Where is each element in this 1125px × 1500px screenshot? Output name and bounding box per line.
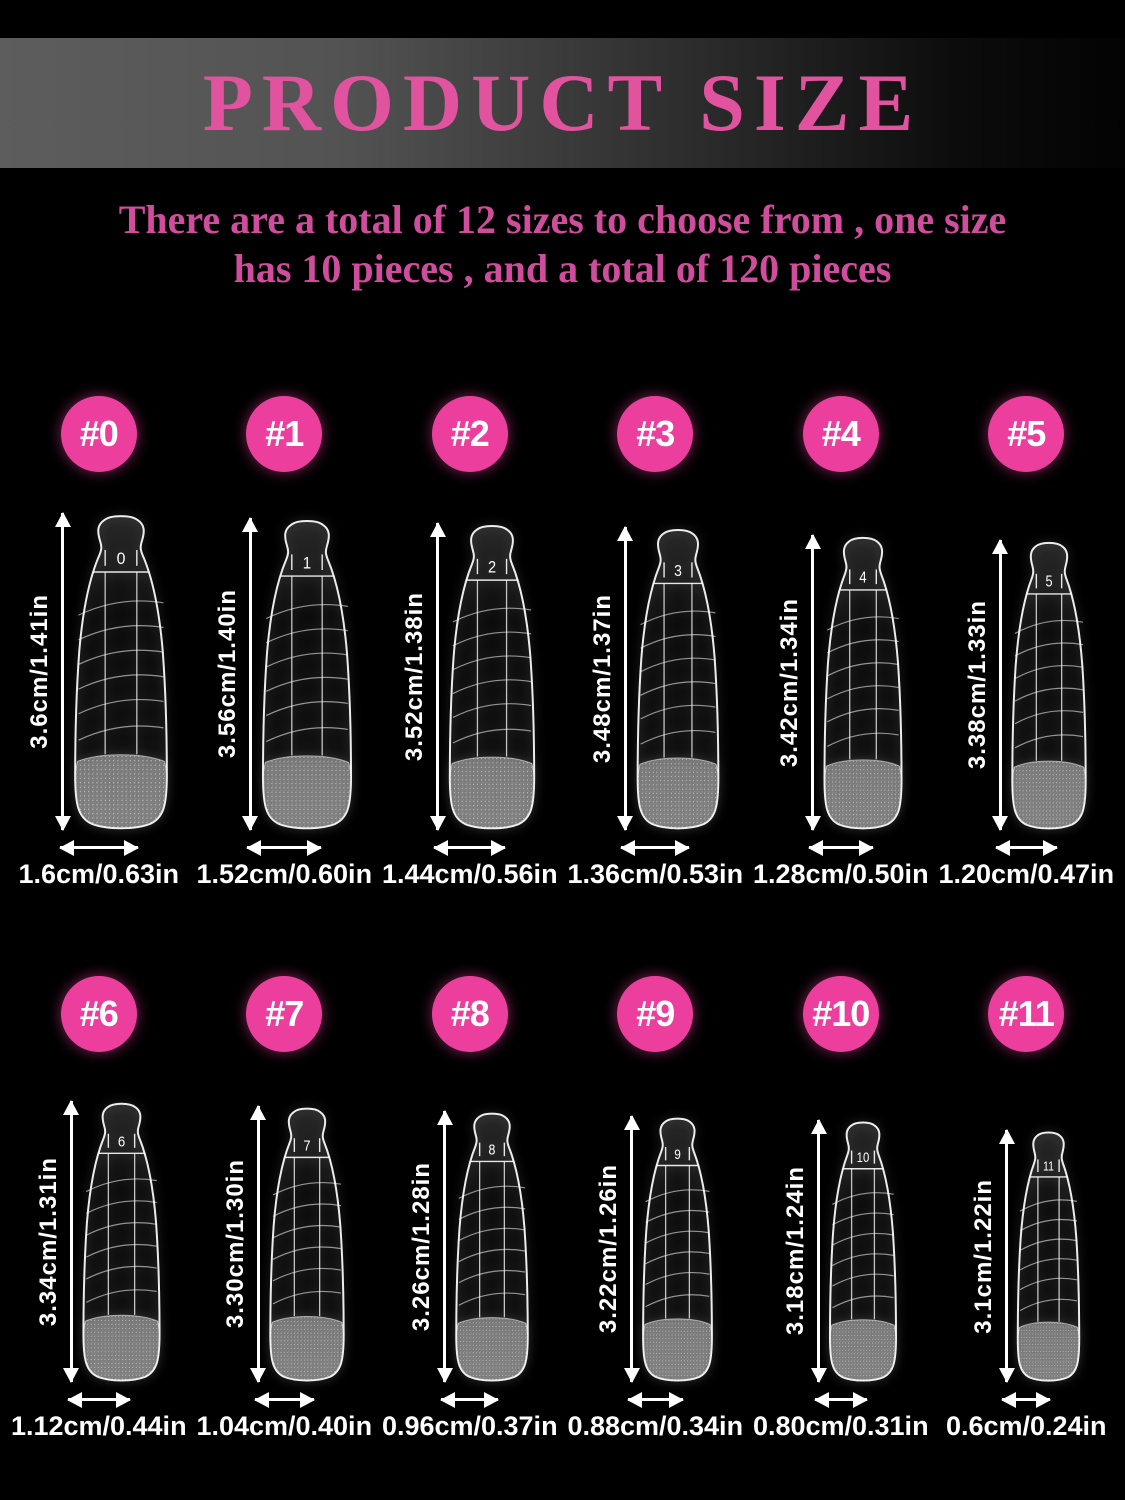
nail-figure — [222, 1096, 347, 1382]
width-label: 1.52cm/0.60in — [196, 859, 373, 889]
height-measure — [964, 540, 1002, 830]
width-label: 1.36cm/0.53in — [567, 859, 744, 889]
height-label: 3.6cm/1.41in — [26, 594, 54, 749]
nail-figure — [214, 508, 355, 830]
width-arrow — [628, 1398, 683, 1401]
nail-number: 9 — [674, 1145, 682, 1163]
size-badge-label: #8 — [450, 993, 489, 1034]
height-arrow — [811, 535, 814, 830]
size-badge-label: #11 — [998, 993, 1054, 1034]
nail-illustration — [446, 523, 538, 830]
height-label: 3.38cm/1.33in — [963, 600, 991, 770]
nail-illustration — [71, 513, 171, 830]
height-arrow — [630, 1116, 633, 1382]
width-label: 0.88cm/0.34in — [567, 1411, 744, 1441]
height-label: 3.30cm/1.30in — [221, 1159, 249, 1329]
width-arrow — [247, 846, 321, 849]
subtitle — [0, 196, 1125, 294]
size-badge-label: #3 — [636, 413, 675, 454]
header-band — [0, 38, 1125, 168]
nail-illustration — [821, 535, 905, 830]
subtitle-line-1: There are a total of 12 sizes to choose from , one size — [118, 197, 1007, 242]
height-arrow — [624, 527, 627, 830]
nail-illustration — [1009, 540, 1089, 830]
size-badge — [988, 976, 1064, 1052]
size-badge — [617, 976, 693, 1052]
width-label: 1.44cm/0.56in — [381, 859, 558, 889]
nail-number: 1 — [302, 554, 311, 573]
height-label: 3.48cm/1.37in — [588, 593, 616, 764]
size-badge — [246, 396, 322, 472]
size-cell-6 — [6, 976, 192, 1442]
width-label: 0.6cm/0.24in — [945, 1411, 1107, 1441]
nail-figure — [964, 508, 1089, 830]
height-arrow — [817, 1120, 820, 1382]
size-badge — [803, 396, 879, 472]
height-measure — [35, 1101, 73, 1382]
height-measure — [214, 518, 252, 830]
size-cell-11 — [934, 976, 1120, 1442]
height-arrow — [249, 518, 252, 830]
height-measure — [589, 527, 627, 830]
size-badge — [61, 976, 137, 1052]
nail-number: 2 — [488, 558, 497, 577]
size-badge-label: #0 — [79, 413, 118, 454]
nail-illustration — [259, 518, 355, 830]
height-measure — [970, 1130, 1008, 1382]
height-label: 3.22cm/1.26in — [595, 1164, 623, 1334]
size-cell-8 — [377, 976, 563, 1442]
size-badge-label: #1 — [265, 413, 304, 454]
width-arrow — [434, 846, 505, 849]
size-badge-label: #10 — [812, 993, 870, 1034]
size-badge-label: #6 — [79, 993, 118, 1034]
size-badge — [432, 976, 508, 1052]
height-measure — [26, 513, 64, 830]
subtitle-line-2: has 10 pieces , and a total of 120 pieces — [233, 245, 892, 291]
size-cell-4 — [748, 396, 934, 890]
size-cell-10 — [748, 976, 934, 1442]
size-badge — [617, 396, 693, 472]
height-label: 3.52cm/1.38in — [401, 591, 429, 762]
height-measure — [776, 535, 814, 830]
height-arrow — [61, 513, 64, 830]
size-badge-label: #2 — [450, 413, 489, 454]
height-label: 3.18cm/1.24in — [782, 1166, 810, 1336]
page-title: PRODUCT SIZE — [202, 57, 923, 148]
width-label: 1.20cm/0.47in — [938, 859, 1115, 889]
nail-illustration — [640, 1116, 715, 1382]
width-arrow — [996, 846, 1057, 849]
height-measure — [595, 1116, 633, 1382]
nail-figure — [35, 1096, 163, 1382]
height-label: 3.56cm/1.40in — [213, 589, 241, 759]
size-badge — [246, 976, 322, 1052]
size-badge — [988, 396, 1064, 472]
height-arrow — [1005, 1130, 1008, 1382]
nail-figure — [26, 508, 171, 830]
width-arrow — [809, 846, 873, 849]
nail-figure — [782, 1096, 899, 1382]
size-cell-0 — [6, 396, 192, 890]
size-badge-label: #9 — [636, 993, 675, 1034]
nail-figure — [589, 508, 722, 830]
height-arrow — [999, 540, 1002, 830]
size-badge-label: #4 — [821, 413, 860, 454]
size-cell-1 — [192, 396, 378, 890]
nail-number: 8 — [488, 1141, 496, 1158]
size-badge-label: #5 — [1007, 413, 1046, 454]
nail-number: 0 — [116, 549, 126, 569]
nail-figure — [776, 508, 905, 830]
nail-number: 4 — [859, 569, 867, 587]
size-cell-9 — [563, 976, 749, 1442]
height-measure — [222, 1106, 260, 1382]
size-grid-row-2 — [0, 976, 1125, 1442]
size-cell-5 — [934, 396, 1120, 890]
width-arrow — [68, 1398, 130, 1401]
height-arrow — [70, 1101, 73, 1382]
nail-figure — [970, 1096, 1082, 1382]
height-label: 3.26cm/1.28in — [408, 1161, 436, 1332]
size-cell-2 — [377, 396, 563, 890]
nail-figure — [401, 508, 538, 830]
nail-number: 11 — [1043, 1158, 1055, 1174]
nail-figure — [408, 1096, 531, 1382]
width-arrow — [255, 1398, 314, 1401]
width-label: 1.6cm/0.63in — [18, 859, 180, 889]
width-label: 0.80cm/0.31in — [752, 1411, 929, 1441]
height-arrow — [436, 523, 439, 830]
width-arrow — [815, 1398, 867, 1401]
nail-figure — [595, 1096, 715, 1382]
nail-illustration — [1015, 1130, 1082, 1382]
height-measure — [782, 1120, 820, 1382]
size-cell-3 — [563, 396, 749, 890]
nail-illustration — [827, 1120, 899, 1382]
width-arrow — [60, 846, 138, 849]
height-arrow — [257, 1106, 260, 1382]
width-label: 1.28cm/0.50in — [752, 859, 929, 889]
size-badge-label: #7 — [265, 993, 304, 1034]
size-grid-row-1 — [0, 396, 1125, 890]
nail-illustration — [453, 1111, 531, 1382]
nail-number: 10 — [856, 1150, 870, 1166]
nail-number: 6 — [117, 1132, 125, 1150]
height-label: 3.1cm/1.22in — [970, 1178, 998, 1334]
height-label: 3.34cm/1.31in — [34, 1156, 62, 1327]
width-label: 1.04cm/0.40in — [196, 1411, 373, 1441]
size-badge — [803, 976, 879, 1052]
width-arrow — [1002, 1398, 1050, 1401]
width-label: 1.12cm/0.44in — [10, 1411, 187, 1441]
height-measure — [408, 1111, 446, 1382]
width-label: 0.96cm/0.37in — [381, 1411, 558, 1441]
nail-illustration — [80, 1101, 163, 1382]
height-arrow — [443, 1111, 446, 1382]
size-cell-7 — [192, 976, 378, 1442]
nail-number: 5 — [1045, 572, 1053, 590]
size-badge — [432, 396, 508, 472]
width-arrow — [441, 1398, 498, 1401]
size-badge — [61, 396, 137, 472]
height-label: 3.42cm/1.34in — [776, 597, 804, 768]
height-measure — [401, 523, 439, 830]
nail-number: 3 — [673, 561, 682, 581]
width-arrow — [621, 846, 689, 849]
nail-illustration — [267, 1106, 347, 1382]
nail-number: 7 — [303, 1137, 311, 1154]
nail-illustration — [634, 527, 722, 830]
